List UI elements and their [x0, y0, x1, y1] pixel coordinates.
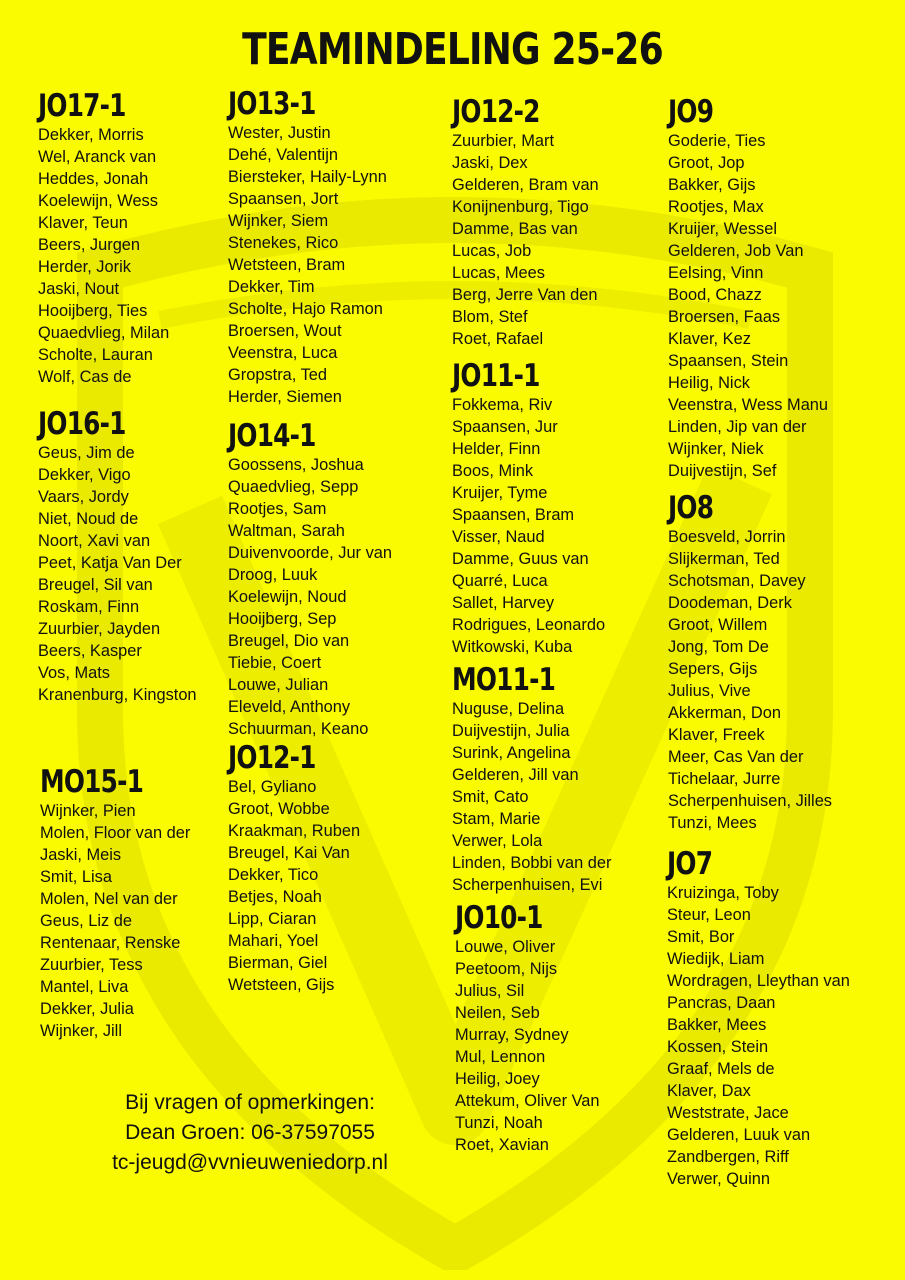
- player: Waltman, Sarah: [228, 522, 345, 540]
- player: Geus, Jim de: [38, 444, 135, 462]
- player: Peetoom, Nijs: [455, 960, 558, 978]
- player: Breugel, Sil van: [38, 576, 153, 594]
- player: Tunzi, Noah: [455, 1114, 543, 1132]
- player: Wolf, Cas de: [38, 368, 132, 386]
- team-heading: MO11-1: [452, 662, 556, 698]
- player: Bierman, Giel: [228, 954, 328, 972]
- player: Wordragen, Lleythan van: [667, 972, 850, 990]
- player: Beers, Kasper: [38, 642, 142, 660]
- player: Rootjes, Max: [668, 198, 764, 216]
- player: Witkowski, Kuba: [452, 638, 573, 656]
- player: Duivenvoorde, Jur van: [228, 544, 392, 562]
- player: Heilig, Joey: [455, 1070, 540, 1088]
- player: Broersen, Faas: [668, 308, 781, 326]
- player: Mantel, Liva: [40, 978, 129, 996]
- team-heading: JO10-1: [455, 900, 543, 936]
- player: Stenekes, Rico: [228, 234, 339, 252]
- player: Kruizinga, Toby: [667, 884, 779, 902]
- player: Spaansen, Stein: [668, 352, 789, 370]
- player: Sallet, Harvey: [452, 594, 555, 612]
- player: Jaski, Nout: [38, 280, 120, 298]
- player: Broersen, Wout: [228, 322, 342, 340]
- player: Bel, Gyliano: [228, 778, 317, 796]
- player: Zuurbier, Jayden: [38, 620, 161, 638]
- player: Mul, Lennon: [455, 1048, 546, 1066]
- player: Breugel, Kai Van: [228, 844, 350, 862]
- player: Surink, Angelina: [452, 744, 571, 762]
- player: Dekker, Julia: [40, 1000, 134, 1018]
- player: Molen, Floor van der: [40, 824, 191, 842]
- player: Boos, Mink: [452, 462, 534, 480]
- player: Geus, Liz de: [40, 912, 133, 930]
- page-title: TEAMINDELING 25-26: [242, 24, 663, 75]
- player: Bakker, Gijs: [668, 176, 756, 194]
- player: Kruijer, Tyme: [452, 484, 548, 502]
- player: Damme, Bas van: [452, 220, 578, 238]
- team-heading: JO12-1: [228, 740, 316, 776]
- team-jo16-1: [38, 406, 197, 706]
- player: Tunzi, Mees: [668, 814, 757, 832]
- player: Louwe, Oliver: [455, 938, 556, 956]
- player: Droog, Luuk: [228, 566, 318, 584]
- team-jo10-1: [455, 900, 600, 1156]
- player: Sepers, Gijs: [668, 660, 758, 678]
- player: Lucas, Job: [452, 242, 532, 260]
- player: Gelderen, Jill van: [452, 766, 579, 784]
- player: Konijnenburg, Tigo: [452, 198, 589, 216]
- player: Damme, Guus van: [452, 550, 589, 568]
- player: Spaansen, Bram: [452, 506, 575, 524]
- player: Graaf, Mels de: [667, 1060, 775, 1078]
- team-heading: JO11-1: [452, 358, 540, 394]
- contact-info: [80, 1088, 420, 1178]
- player: Smit, Cato: [452, 788, 529, 806]
- team-jo9: [668, 94, 828, 482]
- player: Quarré, Luca: [452, 572, 548, 590]
- player: Bakker, Mees: [667, 1016, 767, 1034]
- player: Wetsteen, Bram: [228, 256, 346, 274]
- player: Jaski, Meis: [40, 846, 122, 864]
- player: Wijnker, Jill: [40, 1022, 122, 1040]
- player: Fokkema, Riv: [452, 396, 553, 414]
- team-jo17-1: [38, 88, 169, 388]
- player: Schotsman, Davey: [668, 572, 806, 590]
- player: Kraakman, Ruben: [228, 822, 361, 840]
- player: Zuurbier, Tess: [40, 956, 143, 974]
- team-jo14-1: [228, 418, 392, 740]
- player: Spaansen, Jort: [228, 190, 339, 208]
- team-mo11-1: [452, 662, 611, 896]
- player: Bood, Chazz: [668, 286, 762, 304]
- player: Peet, Katja Van Der: [38, 554, 182, 572]
- player: Scherpenhuisen, Evi: [452, 876, 603, 894]
- player: Veenstra, Wess Manu: [668, 396, 829, 414]
- player: Blom, Stef: [452, 308, 528, 326]
- player: Murray, Sydney: [455, 1026, 569, 1044]
- player: Heddes, Jonah: [38, 170, 149, 188]
- team-heading: JO17-1: [38, 88, 126, 124]
- player: Noort, Xavi van: [38, 532, 151, 550]
- player: Kossen, Stein: [667, 1038, 769, 1056]
- player: Slijkerman, Ted: [668, 550, 780, 568]
- player: Wester, Justin: [228, 124, 331, 142]
- player: Tiebie, Coert: [228, 654, 322, 672]
- player: Breugel, Dio van: [228, 632, 350, 650]
- player: Dekker, Tim: [228, 278, 315, 296]
- player: Eleveld, Anthony: [228, 698, 351, 716]
- player: Beers, Jurgen: [38, 236, 141, 254]
- player: Roet, Rafael: [452, 330, 544, 348]
- player: Pancras, Daan: [667, 994, 776, 1012]
- player: Scholte, Hajo Ramon: [228, 300, 383, 318]
- player: Scherpenhuisen, Jilles: [668, 792, 833, 810]
- team-jo12-2: [452, 94, 599, 350]
- player: Lucas, Mees: [452, 264, 545, 282]
- player: Vos, Mats: [38, 664, 110, 682]
- team-heading: JO8: [668, 490, 714, 526]
- player: Molen, Nel van der: [40, 890, 178, 908]
- team-mo15-1: [40, 764, 190, 1042]
- player: Rootjes, Sam: [228, 500, 327, 518]
- player: Verwer, Quinn: [667, 1170, 770, 1188]
- player: Duijvestijn, Sef: [668, 462, 777, 480]
- player: Veenstra, Luca: [228, 344, 338, 362]
- player: Dehé, Valentijn: [228, 146, 338, 164]
- player: Lipp, Ciaran: [228, 910, 317, 928]
- player: Schuurman, Keano: [228, 720, 369, 738]
- player: Goossens, Joshua: [228, 456, 364, 474]
- player: Berg, Jerre Van den: [452, 286, 598, 304]
- player: Spaansen, Jur: [452, 418, 558, 436]
- player: Akkerman, Don: [668, 704, 781, 722]
- player: Steur, Leon: [667, 906, 751, 924]
- player: Groot, Willem: [668, 616, 768, 634]
- player: Zuurbier, Mart: [452, 132, 555, 150]
- player: Klaver, Kez: [668, 330, 751, 348]
- contact-email[interactable]: tc-jeugd@vvnieuweniedorp.nl: [112, 1151, 388, 1174]
- player: Groot, Jop: [668, 154, 745, 172]
- player: Tichelaar, Jurre: [668, 770, 781, 788]
- player: Roet, Xavian: [455, 1136, 549, 1154]
- player: Herder, Jorik: [38, 258, 131, 276]
- player: Kruijer, Wessel: [668, 220, 778, 238]
- player: Niet, Noud de: [38, 510, 139, 528]
- player: Eelsing, Vinn: [668, 264, 764, 282]
- team-heading: JO12-2: [452, 94, 540, 130]
- player: Klaver, Freek: [668, 726, 765, 744]
- player: Gelderen, Bram van: [452, 176, 599, 194]
- player: Zandbergen, Riff: [667, 1148, 789, 1166]
- player: Biersteker, Haily-Lynn: [228, 168, 387, 186]
- player: Attekum, Oliver Van: [455, 1092, 600, 1110]
- player: Gropstra, Ted: [228, 366, 327, 384]
- player: Doodeman, Derk: [668, 594, 792, 612]
- contact-person-phone[interactable]: Dean Groen: 06-37597055: [125, 1121, 375, 1144]
- team-heading: MO15-1: [40, 764, 144, 800]
- team-heading: JO14-1: [228, 418, 316, 454]
- player: Gelderen, Luuk van: [667, 1126, 811, 1144]
- contact-intro: Bij vragen of opmerkingen:: [125, 1091, 375, 1114]
- player: Wijnker, Pien: [40, 802, 136, 820]
- player: Verwer, Lola: [452, 832, 543, 850]
- team-jo8: [668, 490, 832, 834]
- team-heading: JO16-1: [38, 406, 126, 442]
- player: Julius, Sil: [455, 982, 525, 1000]
- player: Weststrate, Jace: [667, 1104, 789, 1122]
- player: Julius, Vive: [668, 682, 751, 700]
- player: Duijvestijn, Julia: [452, 722, 570, 740]
- player: Wetsteen, Gijs: [228, 976, 335, 994]
- player: Jaski, Dex: [452, 154, 528, 172]
- player: Kranenburg, Kingston: [38, 686, 197, 704]
- player: Klaver, Dax: [667, 1082, 751, 1100]
- player: Herder, Siemen: [228, 388, 342, 406]
- team-heading: JO13-1: [228, 86, 316, 122]
- team-jo13-1: [228, 86, 387, 408]
- player: Wiedijk, Liam: [667, 950, 765, 968]
- player: Hooijberg, Sep: [228, 610, 337, 628]
- team-heading: JO7: [667, 846, 713, 882]
- player: Koelewijn, Wess: [38, 192, 158, 210]
- player: Vaars, Jordy: [38, 488, 129, 506]
- team-heading: JO9: [668, 94, 714, 130]
- player: Boesveld, Jorrin: [668, 528, 786, 546]
- player: Heilig, Nick: [668, 374, 750, 392]
- player: Rodrigues, Leonardo: [452, 616, 606, 634]
- player: Wel, Aranck van: [38, 148, 157, 166]
- player: Meer, Cas Van der: [668, 748, 804, 766]
- player: Dekker, Tico: [228, 866, 319, 884]
- player: Neilen, Seb: [455, 1004, 540, 1022]
- player: Stam, Marie: [452, 810, 541, 828]
- player: Wijnker, Niek: [668, 440, 764, 458]
- player: Gelderen, Job Van: [668, 242, 804, 260]
- player: Roskam, Finn: [38, 598, 140, 616]
- player: Wijnker, Siem: [228, 212, 329, 230]
- player: Nuguse, Delina: [452, 700, 565, 718]
- player: Linden, Jip van der: [668, 418, 807, 436]
- player: Betjes, Noah: [228, 888, 322, 906]
- player: Koelewijn, Noud: [228, 588, 347, 606]
- player: Scholte, Lauran: [38, 346, 153, 364]
- player: Smit, Bor: [667, 928, 735, 946]
- player: Linden, Bobbi van der: [452, 854, 612, 872]
- player: Visser, Naud: [452, 528, 545, 546]
- player: Mahari, Yoel: [228, 932, 319, 950]
- player: Dekker, Vigo: [38, 466, 131, 484]
- player: Hooijberg, Ties: [38, 302, 148, 320]
- team-jo11-1: [452, 358, 605, 658]
- team-jo12-1: [228, 740, 360, 996]
- player: Quaedvlieg, Sepp: [228, 478, 359, 496]
- player: Goderie, Ties: [668, 132, 766, 150]
- team-jo7: [667, 846, 850, 1190]
- player: Dekker, Morris: [38, 126, 144, 144]
- player: Louwe, Julian: [228, 676, 329, 694]
- player: Quaedvlieg, Milan: [38, 324, 170, 342]
- player: Rentenaar, Renske: [40, 934, 181, 952]
- player: Jong, Tom De: [668, 638, 769, 656]
- player: Smit, Lisa: [40, 868, 112, 886]
- player: Helder, Finn: [452, 440, 541, 458]
- player: Klaver, Teun: [38, 214, 128, 232]
- player: Groot, Wobbe: [228, 800, 330, 818]
